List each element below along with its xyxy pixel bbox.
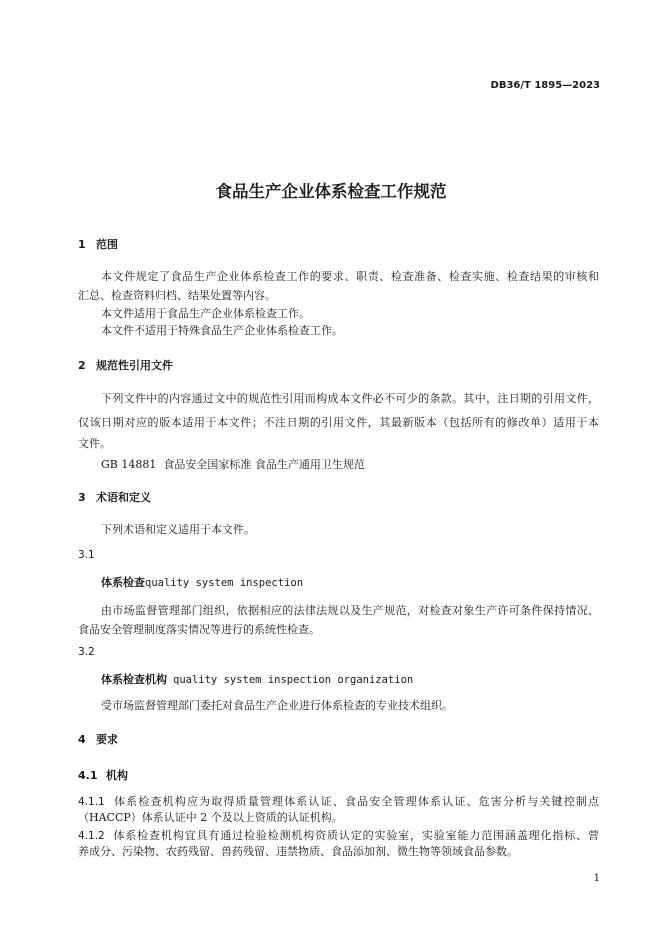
term-english: quality system inspection organization xyxy=(173,674,414,686)
paragraph: 下列术语和定义适用于本文件。 xyxy=(101,523,255,536)
subsection-4-1-heading xyxy=(78,767,128,783)
clause-4-1-1 xyxy=(78,793,599,809)
section-2-heading xyxy=(78,357,173,373)
subsection-title: 机构 xyxy=(106,769,128,782)
term-entry xyxy=(101,574,303,590)
clause-text: 体系检查机构宜具有通过检验检测机构资质认定的实验室，实验室能力范围涵盖理化指标、营 xyxy=(113,829,600,842)
section-1-heading xyxy=(78,236,118,252)
section-number: 3 xyxy=(78,491,86,504)
paragraph-line: 本文件规定了食品生产企业体系检查工作的要求、职责、检查准备、检查实施、检查结果的审核和 xyxy=(101,270,599,283)
term-english: quality system inspection xyxy=(145,577,304,589)
paragraph-line: 仅该日期对应的版本适用于本文件；不注日期的引用文件，其最新版本（包括所有的修改单）适用于本 xyxy=(78,416,599,429)
clause-text: 体系检查机构应为取得质量管理体系认证、食品安全管理体系认证、危害分析与关键控制点 xyxy=(114,795,600,808)
term-chinese: 体系检查 xyxy=(101,576,145,589)
clause-number: 4.1.1 xyxy=(78,796,105,808)
term-chinese: 体系检查机构 xyxy=(101,673,167,686)
clause-line xyxy=(78,793,599,809)
reference-entry: GB 14881 食品安全国家标准 食品生产通用卫生规范 xyxy=(101,458,365,471)
clause-line: 养成分、污染物、农药残留、兽药残留、违禁物质、食品添加剂、微生物等领域食品参数。 xyxy=(78,845,518,858)
section-3-heading xyxy=(78,489,151,505)
page-number: 1 xyxy=(593,873,600,884)
section-number: 1 xyxy=(78,238,86,251)
standard-number: DB36/T 1895—2023 xyxy=(490,80,600,91)
clause-line xyxy=(78,827,599,843)
section-number: 2 xyxy=(78,359,86,372)
section-title: 要求 xyxy=(96,733,118,746)
paragraph: 本文件不适用于特殊食品生产企业体系检查工作。 xyxy=(101,324,343,337)
section-title: 规范性引用文件 xyxy=(96,359,173,372)
subsection-number: 4.1 xyxy=(78,769,98,782)
term-number: 3.1 xyxy=(78,549,95,561)
section-title: 范围 xyxy=(96,238,118,251)
definition-line: 受市场监督管理部门委托对食品生产企业进行体系检查的专业技术组织。 xyxy=(101,699,453,712)
section-4-heading xyxy=(78,731,118,747)
clause-4-1-2 xyxy=(78,827,599,843)
paragraph-line: 下列文件中的内容通过文中的规范性引用而构成本文件必不可少的条款。其中，注日期的引用文件， xyxy=(101,392,599,405)
document-title: 食品生产企业体系检查工作规范 xyxy=(215,182,447,201)
section-number: 4 xyxy=(78,733,86,746)
definition-line: 由市场监督管理部门组织，依据相应的法律法规以及生产规范，对检查对象生产许可条件保持情况、 xyxy=(101,604,599,617)
term-entry xyxy=(101,671,413,687)
section-title: 术语和定义 xyxy=(96,491,151,504)
definition-line: 食品安全管理制度落实情况等进行的系统性检查。 xyxy=(78,623,320,636)
paragraph-line: 文件。 xyxy=(78,437,111,450)
paragraph-line: 汇总、检查资料归档、结果处置等内容。 xyxy=(78,289,276,302)
clause-number: 4.1.2 xyxy=(78,830,105,842)
clause-line: （HACCP）体系认证中 2 个及以上资质的认证机构。 xyxy=(78,811,343,824)
term-number: 3.2 xyxy=(78,646,95,658)
paragraph: 本文件适用于食品生产企业体系检查工作。 xyxy=(101,307,310,320)
